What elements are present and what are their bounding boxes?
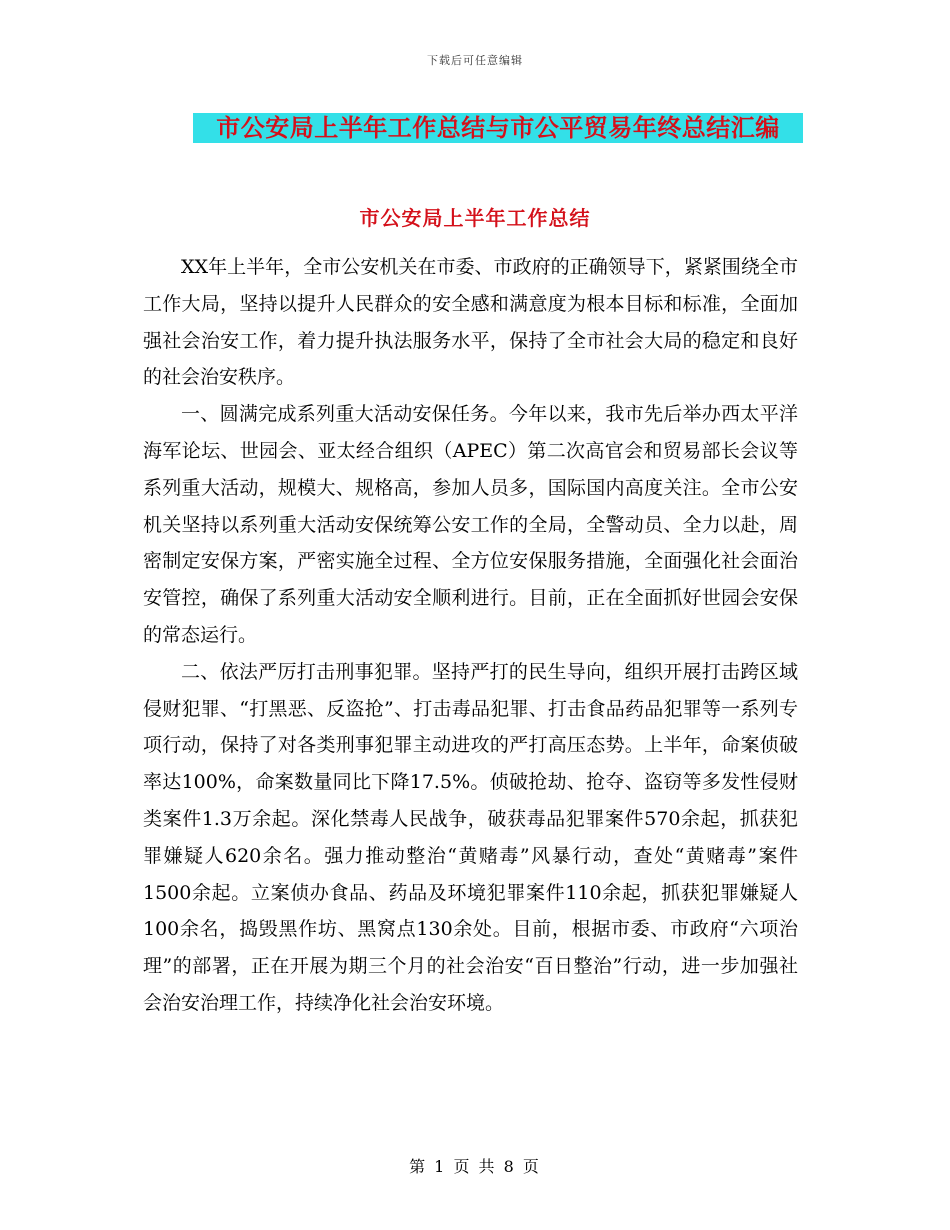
- paragraph-intro: XX年上半年，全市公安机关在市委、市政府的正确领导下，紧紧围绕全市工作大局，坚持以提升人民群众的安全感和满意度为根本目标和标准，全面加强社会治安工作，着力提升执法服务水平，保持了全市社会大局的稳定和良好的社会治安秩序。: [143, 256, 798, 389]
- paragraph-crime-crackdown: 二、依法严厉打击刑事犯罪。坚持严打的民生导向，组织开展打击跨区域侵财犯罪、“打黑恶、反盗抢”、打击毒品犯罪、打击食品药品犯罪等一系列专项行动，保持了对各类刑事犯罪主动进攻的严打高压态势。上半年，命案侦破率达100%，命案数量同比下降17.5%。侦破抢劫、抢夺、盗窃等多发性侵财类案件1.3万余起。深化禁毒人民战争，破获毒品犯罪案件570余起，抓获犯罪嫌疑人620余名。强力推动整治“黄赌毒”风暴行动，查处“黄赌毒”案件1500余起。立案侦办食品、药品及环境犯罪案件110余起，抓获犯罪嫌疑人100余名，捣毁黑作坊、黑窝点130余处。目前，根据市委、市政府“六项治理”的部署，正在开展为期三个月的社会治安“百日整治”行动，进一步加强社会治安治理工作，持续净化社会治安环境。: [143, 660, 798, 1014]
- document-body: [143, 249, 798, 1022]
- paragraph-security-events: 一、圆满完成系列重大活动安保任务。今年以来，我市先后举办西太平洋海军论坛、世园会、亚太经合组织（APEC）第二次高官会和贸易部长会议等系列重大活动，规模大、规格高，参加人员多，国际国内高度关注。全市公安机关坚持以系列重大活动安保统筹公安工作的全局，全警动员、全力以赴，周密制定安保方案，严密实施全过程、全方位安保服务措施，全面强化社会面治安管控，确保了系列重大活动安全顺利进行。目前，正在全面抓好世园会安保的常态运行。: [143, 403, 798, 646]
- section-title: 市公安局上半年工作总结: [359, 206, 591, 230]
- document-main-title: 市公安局上半年工作总结与市公平贸易年终总结汇编: [193, 113, 803, 143]
- header-note: 下载后可任意编辑: [427, 54, 523, 67]
- page-indicator: 第 1 页 共 8 页: [409, 1157, 541, 1176]
